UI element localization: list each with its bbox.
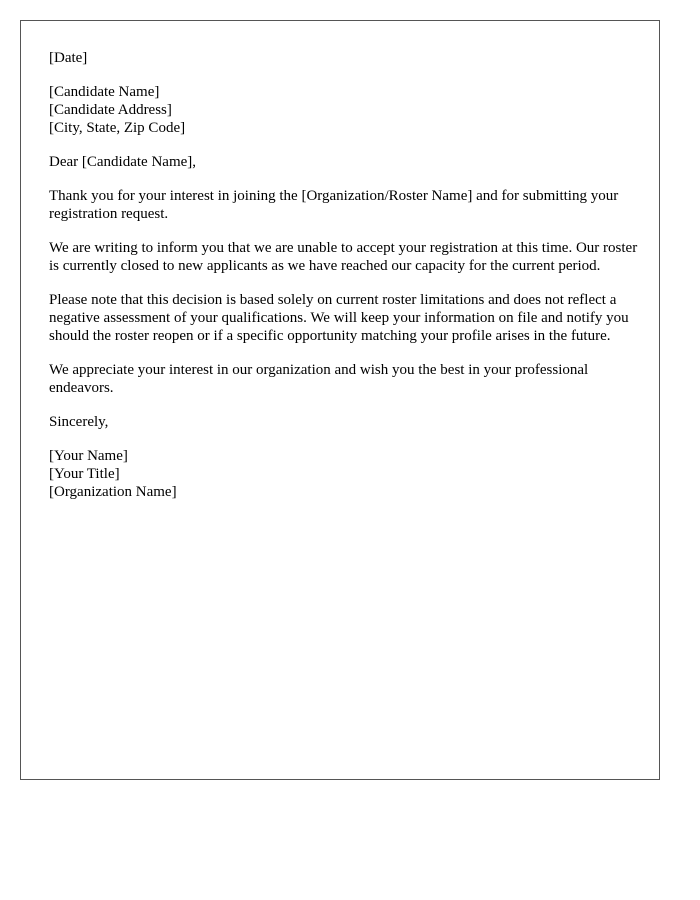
recipient-address: [Candidate Address] — [49, 102, 172, 118]
letter-page — [20, 20, 660, 780]
signature-title: [Your Title] — [49, 466, 120, 482]
recipient-block — [49, 83, 639, 137]
letter-date: [Date] — [49, 50, 88, 66]
signature-name: [Your Name] — [49, 448, 128, 464]
signature-block — [49, 447, 639, 501]
paragraph-thanks: Thank you for your interest in joining the [Organization/Roster Name] and for submitting your registration request. — [49, 188, 619, 222]
recipient-city-state-zip: [City, State, Zip Code] — [49, 120, 186, 136]
paragraph-decision: We are writing to inform you that we are unable to accept your registration at this time. Our roster is currently closed to new applicants as we have reached our capacity for the current period. — [49, 240, 638, 274]
salutation: Dear [Candidate Name], — [49, 154, 197, 170]
recipient-name: [Candidate Name] — [49, 84, 160, 100]
paragraph-note: Please note that this decision is based solely on current roster limitations and does not reflect a negative assessment of your qualifications. We will keep your information on file and notify you should the roster reopen or if a specific opportunity matching your profile arises in the future. — [49, 292, 629, 344]
letter-body — [49, 49, 639, 517]
closing: Sincerely, — [49, 414, 109, 430]
signature-organization: [Organization Name] — [49, 484, 177, 500]
paragraph-appreciation: We appreciate your interest in our organization and wish you the best in your professional endeavors. — [49, 362, 589, 396]
